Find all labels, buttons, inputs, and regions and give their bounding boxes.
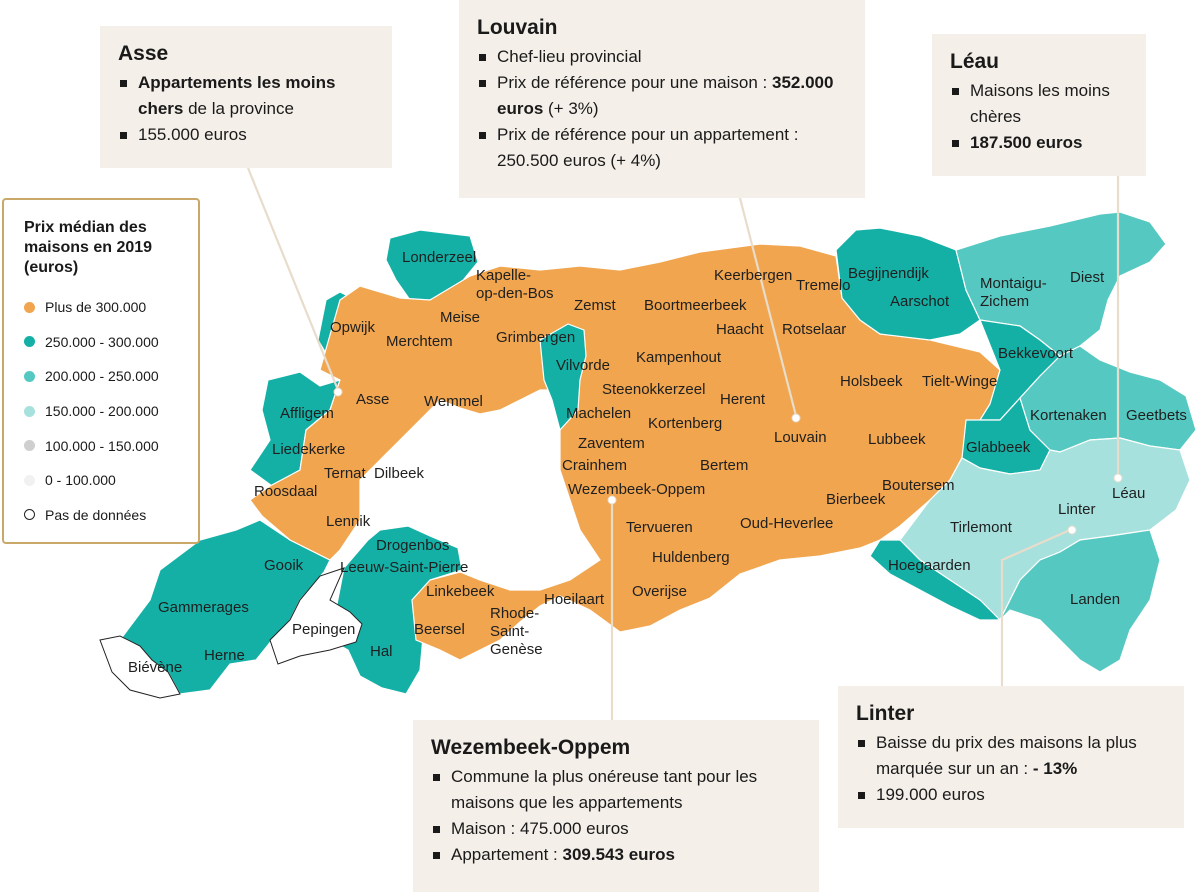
label-kortenberg: Kortenberg xyxy=(648,415,723,432)
label-roosdaal: Roosdaal xyxy=(254,483,318,500)
label-boutersem: Boutersem xyxy=(882,477,955,494)
label-kampenhout: Kampenhout xyxy=(636,349,722,366)
marker-louvain xyxy=(792,414,800,422)
label-bierbeek: Bierbeek xyxy=(826,491,886,508)
legend-label: 0 - 100.000 xyxy=(45,472,116,489)
label-liedekerke: Liedekerke xyxy=(272,441,346,458)
callout-louvain-bullet-2: Prix de référence pour une maison : 352.000 euros (+ 3%) xyxy=(477,70,847,122)
callout-linter-title: Linter xyxy=(856,702,915,725)
label-aarschot: Aarschot xyxy=(890,293,950,310)
legend-swatch xyxy=(24,440,35,451)
label-diest: Diest xyxy=(1070,269,1105,286)
legend-item xyxy=(24,359,186,394)
label-keerbergen: Keerbergen xyxy=(714,267,793,284)
label-herne: Herne xyxy=(204,647,245,664)
label-merchtem: Merchtem xyxy=(386,333,453,350)
legend xyxy=(2,198,200,544)
legend-item xyxy=(24,394,186,429)
label-glabbeek: Glabbeek xyxy=(966,439,1031,456)
label-gammerages: Gammerages xyxy=(158,599,249,616)
label-machelen: Machelen xyxy=(566,405,632,422)
label-crainhem: Crainhem xyxy=(562,457,628,474)
label-leau: Léau xyxy=(1112,485,1146,502)
callout-louvain-title: Louvain xyxy=(477,16,558,39)
legend-label: 200.000 - 250.000 xyxy=(45,368,159,385)
label-dilbeek: Dilbeek xyxy=(374,465,425,482)
label-leeuw-saint-pierre: Leeuw-Saint-Pierre xyxy=(340,559,469,576)
legend-label: 100.000 - 150.000 xyxy=(45,437,159,454)
callout-leau-bullet-1: Maisons les moins chères xyxy=(950,78,1128,130)
label-tirlemont: Tirlemont xyxy=(950,519,1012,536)
callout-wezembeek-bullet-3: Appartement : 309.543 euros xyxy=(431,842,801,868)
label-rotselaar: Rotselaar xyxy=(782,321,847,338)
label-oud-heverlee: Oud-Heverlee xyxy=(740,515,834,532)
label-landen: Landen xyxy=(1070,591,1121,608)
label-affligem: Affligem xyxy=(280,405,334,422)
legend-label: 150.000 - 200.000 xyxy=(45,403,159,420)
label-gooik: Gooik xyxy=(264,557,304,574)
label-hoegaarden: Hoegaarden xyxy=(888,557,971,574)
legend-swatch xyxy=(24,475,35,486)
label-overijse: Overijse xyxy=(632,583,688,600)
marker-linter xyxy=(1068,526,1076,534)
label-beersel: Beersel xyxy=(414,621,465,638)
legend-item xyxy=(24,463,186,498)
callout-asse-title: Asse xyxy=(118,42,169,65)
label-lubbeek: Lubbeek xyxy=(868,431,926,448)
label-tervueren: Tervueren xyxy=(626,519,693,536)
label-haacht: Haacht xyxy=(716,321,764,338)
label-drogenbos: Drogenbos xyxy=(376,537,450,554)
label-linkebeek: Linkebeek xyxy=(426,583,495,600)
legend-label: Pas de données xyxy=(45,506,147,523)
label-vilvorde: Vilvorde xyxy=(556,357,610,374)
callout-louvain xyxy=(459,0,865,198)
label-geetbets: Geetbets xyxy=(1126,407,1187,424)
callout-asse-bullet-1: Appartements les moins chers de la province xyxy=(118,70,374,122)
label-zaventem: Zaventem xyxy=(578,435,645,452)
callout-louvain-bullet-3: Prix de référence pour un appartement : 250.500 euros (+ 4%) xyxy=(477,122,847,174)
legend-item xyxy=(24,428,186,463)
label-bekkevoort: Bekkevoort xyxy=(998,345,1074,362)
label-meise: Meise xyxy=(440,309,481,326)
legend-swatch xyxy=(24,406,35,417)
label-kortenaken: Kortenaken xyxy=(1030,407,1107,424)
legend-label: Plus de 300.000 xyxy=(45,299,147,316)
legend-label: 250.000 - 300.000 xyxy=(45,333,159,350)
callout-linter-bullet-1: Baisse du prix des maisons la plus marquée sur un an : - 13% xyxy=(856,730,1166,782)
label-asse: Asse xyxy=(356,391,390,408)
label-steenokkerzeel: Steenokkerzeel xyxy=(602,381,706,398)
legend-swatch xyxy=(24,371,35,382)
legend-item xyxy=(24,325,186,360)
label-montaigu-zichem: Montaigu-Zichem xyxy=(980,275,1047,310)
marker-leau xyxy=(1114,474,1122,482)
label-tielt-winge: Tielt-Winge xyxy=(922,373,998,390)
label-tremelo: Tremelo xyxy=(796,277,851,294)
label-grimbergen: Grimbergen xyxy=(496,329,576,346)
label-rhode-saint-genese: Rhode-Saint-Genèse xyxy=(490,605,543,658)
label-wezembeek-oppem: Wezembeek-Oppem xyxy=(568,481,706,498)
label-pepingen: Pepingen xyxy=(292,621,356,638)
callout-leau-bullet-2: 187.500 euros xyxy=(950,130,1128,156)
label-ternat: Ternat xyxy=(324,465,366,482)
label-lennik: Lennik xyxy=(326,513,371,530)
label-hoeilaart: Hoeilaart xyxy=(544,591,605,608)
callout-asse xyxy=(100,26,392,168)
callout-linter-bullet-2: 199.000 euros xyxy=(856,782,1166,808)
callout-wezembeek-bullet-2: Maison : 475.000 euros xyxy=(431,816,801,842)
legend-swatch xyxy=(24,336,35,347)
label-kapelle-op-den-bos: Kapelle-op-den-Bos xyxy=(476,267,554,302)
label-linter: Linter xyxy=(1058,501,1096,518)
marker-asse xyxy=(334,388,342,396)
callout-wezembeek xyxy=(413,720,819,892)
label-boortmeerbeek: Boortmeerbeek xyxy=(644,297,747,314)
callout-linter xyxy=(838,686,1184,828)
leader-asse xyxy=(248,168,338,390)
label-londerzeel: Londerzeel xyxy=(402,249,477,266)
callout-wezembeek-bullet-1: Commune la plus onéreuse tant pour les maisons que les appartements xyxy=(431,764,801,816)
label-herent: Herent xyxy=(720,391,766,408)
label-zemst: Zemst xyxy=(574,297,616,314)
label-hal: Hal xyxy=(370,643,393,660)
legend-item xyxy=(24,290,186,325)
label-huldenberg: Huldenberg xyxy=(652,549,730,566)
label-louvain: Louvain xyxy=(774,429,827,446)
callout-wezembeek-title: Wezembeek-Oppem xyxy=(431,736,631,759)
callout-leau xyxy=(932,34,1146,176)
label-bievene: Biévène xyxy=(128,659,183,676)
label-opwijk: Opwijk xyxy=(330,319,376,336)
callout-louvain-bullet-1: Chef-lieu provincial xyxy=(477,44,847,70)
legend-swatch xyxy=(24,302,35,313)
legend-swatch xyxy=(24,509,35,520)
callout-asse-bullet-2: 155.000 euros xyxy=(118,122,374,148)
legend-title: Prix médian des maisons en 2019 (euros) xyxy=(24,219,153,276)
label-bertem: Bertem xyxy=(700,457,749,474)
legend-item xyxy=(24,498,186,533)
callout-leau-title: Léau xyxy=(950,50,1000,73)
label-holsbeek: Holsbeek xyxy=(840,373,903,390)
label-begijnendijk: Begijnendijk xyxy=(848,265,929,282)
label-wemmel: Wemmel xyxy=(424,393,483,410)
